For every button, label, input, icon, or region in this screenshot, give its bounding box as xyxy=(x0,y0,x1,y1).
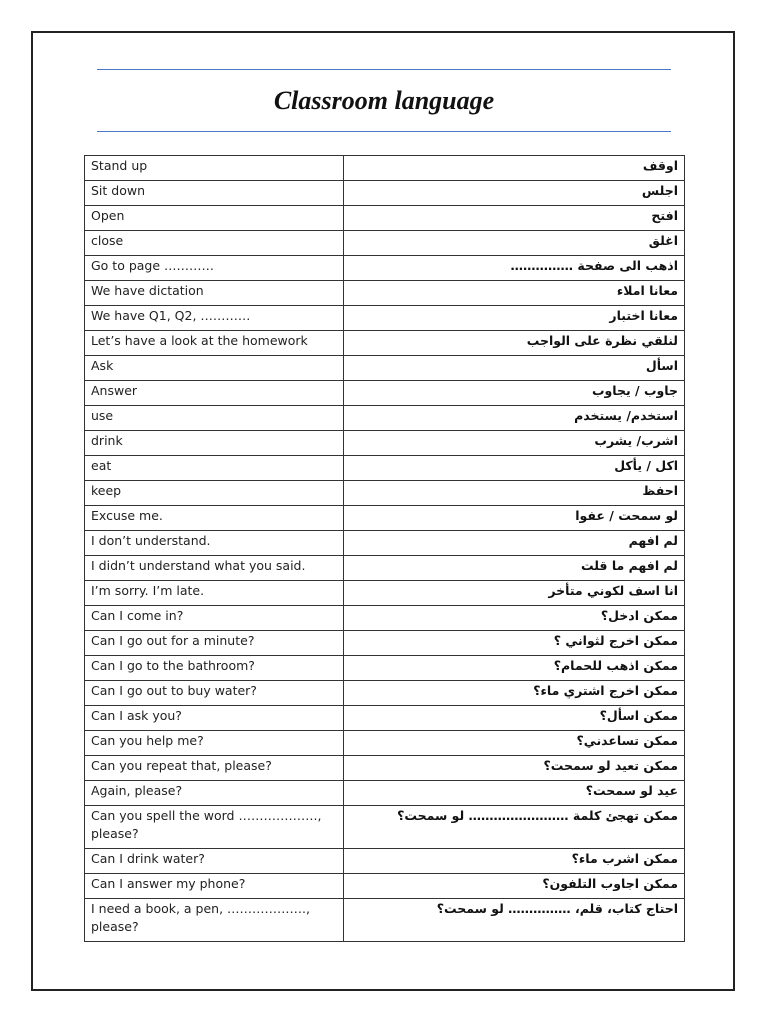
arabic-translation: ممكن اخرج لثواني ؟ xyxy=(344,631,685,656)
arabic-translation: لم افهم ما قلت xyxy=(344,556,685,581)
english-phrase: Can I drink water? xyxy=(85,849,344,874)
english-phrase: Can I go to the bathroom? xyxy=(85,656,344,681)
page-title: Classroom language xyxy=(273,86,495,115)
english-phrase: Sit down xyxy=(85,181,344,206)
arabic-translation: ممكن اسأل؟ xyxy=(344,706,685,731)
arabic-translation: ممكن اذهب للحمام؟ xyxy=(344,656,685,681)
english-phrase: use xyxy=(85,406,344,431)
english-phrase: Go to page ………… xyxy=(85,256,344,281)
table-row xyxy=(85,731,685,756)
table-row xyxy=(85,481,685,506)
english-phrase: Open xyxy=(85,206,344,231)
arabic-translation: لنلقي نظرة على الواجب xyxy=(344,331,685,356)
english-phrase: Can you repeat that, please? xyxy=(85,756,344,781)
english-phrase: Stand up xyxy=(85,156,344,181)
table-row xyxy=(85,681,685,706)
arabic-translation: ممكن اجاوب التلفون؟ xyxy=(344,874,685,899)
table-row xyxy=(85,606,685,631)
table-row xyxy=(85,456,685,481)
english-phrase: Can I answer my phone? xyxy=(85,874,344,899)
title-bottom-rule xyxy=(97,131,671,132)
arabic-translation: ممكن اخرج اشتري ماء؟ xyxy=(344,681,685,706)
table-row xyxy=(85,356,685,381)
table-row xyxy=(85,756,685,781)
table-row xyxy=(85,331,685,356)
table-row xyxy=(85,706,685,731)
english-phrase: I don’t understand. xyxy=(85,531,344,556)
table-row xyxy=(85,381,685,406)
arabic-translation: عيد لو سمحت؟ xyxy=(344,781,685,806)
english-phrase: Ask xyxy=(85,356,344,381)
table-row xyxy=(85,781,685,806)
english-phrase: Excuse me. xyxy=(85,506,344,531)
table-row xyxy=(85,556,685,581)
english-phrase: drink xyxy=(85,431,344,456)
table-row xyxy=(85,231,685,256)
arabic-translation: لم افهم xyxy=(344,531,685,556)
arabic-translation: انا اسف لكوني متأخر xyxy=(344,581,685,606)
english-phrase: Let’s have a look at the homework xyxy=(85,331,344,356)
arabic-translation: لو سمحت / عفوا xyxy=(344,506,685,531)
table-row xyxy=(85,206,685,231)
english-phrase: Answer xyxy=(85,381,344,406)
english-phrase: close xyxy=(85,231,344,256)
arabic-translation: افتح xyxy=(344,206,685,231)
arabic-translation: اكل / يأكل xyxy=(344,456,685,481)
english-phrase: keep xyxy=(85,481,344,506)
arabic-translation: اذهب الى صفحة …………… xyxy=(344,256,685,281)
arabic-translation: اجلس xyxy=(344,181,685,206)
english-phrase: I’m sorry. I’m late. xyxy=(85,581,344,606)
english-phrase: Can you spell the word ………………., please? xyxy=(85,806,344,849)
table-row xyxy=(85,581,685,606)
table-row xyxy=(85,531,685,556)
arabic-translation: احفظ xyxy=(344,481,685,506)
table-row xyxy=(85,899,685,942)
table-row xyxy=(85,874,685,899)
english-phrase: I didn’t understand what you said. xyxy=(85,556,344,581)
arabic-translation: احتاج كتاب، قلم، …………… لو سمحت؟ xyxy=(344,899,685,942)
arabic-translation: ممكن تساعدني؟ xyxy=(344,731,685,756)
english-phrase: Can you help me? xyxy=(85,731,344,756)
table-row xyxy=(85,281,685,306)
arabic-translation: معانا املاء xyxy=(344,281,685,306)
arabic-translation: اوقف xyxy=(344,156,685,181)
table-row xyxy=(85,849,685,874)
table-row xyxy=(85,156,685,181)
table-row xyxy=(85,656,685,681)
english-phrase: We have dictation xyxy=(85,281,344,306)
english-phrase: eat xyxy=(85,456,344,481)
arabic-translation: ممكن ادخل؟ xyxy=(344,606,685,631)
english-phrase: We have Q1, Q2, ………… xyxy=(85,306,344,331)
table-row xyxy=(85,256,685,281)
table-row xyxy=(85,406,685,431)
vocabulary-table xyxy=(84,155,685,942)
arabic-translation: اشرب/ يشرب xyxy=(344,431,685,456)
english-phrase: Can I ask you? xyxy=(85,706,344,731)
english-phrase: Can I come in? xyxy=(85,606,344,631)
arabic-translation: جاوب / يجاوب xyxy=(344,381,685,406)
table-row xyxy=(85,431,685,456)
title-top-rule xyxy=(97,69,671,70)
english-phrase: Can I go out for a minute? xyxy=(85,631,344,656)
arabic-translation: اغلق xyxy=(344,231,685,256)
arabic-translation: ممكن تعيد لو سمحت؟ xyxy=(344,756,685,781)
table-row xyxy=(85,506,685,531)
table-row xyxy=(85,181,685,206)
arabic-translation: معانا اختبار xyxy=(344,306,685,331)
table-row xyxy=(85,306,685,331)
english-phrase: Again, please? xyxy=(85,781,344,806)
arabic-translation: استخدم/ يستخدم xyxy=(344,406,685,431)
arabic-translation: ممكن تهجئ كلمة …………………… لو سمحت؟ xyxy=(344,806,685,849)
english-phrase: Can I go out to buy water? xyxy=(85,681,344,706)
table-row xyxy=(85,806,685,849)
arabic-translation: ممكن اشرب ماء؟ xyxy=(344,849,685,874)
english-phrase: I need a book, a pen, ………………., please? xyxy=(85,899,344,942)
table-row xyxy=(85,631,685,656)
arabic-translation: اسأل xyxy=(344,356,685,381)
